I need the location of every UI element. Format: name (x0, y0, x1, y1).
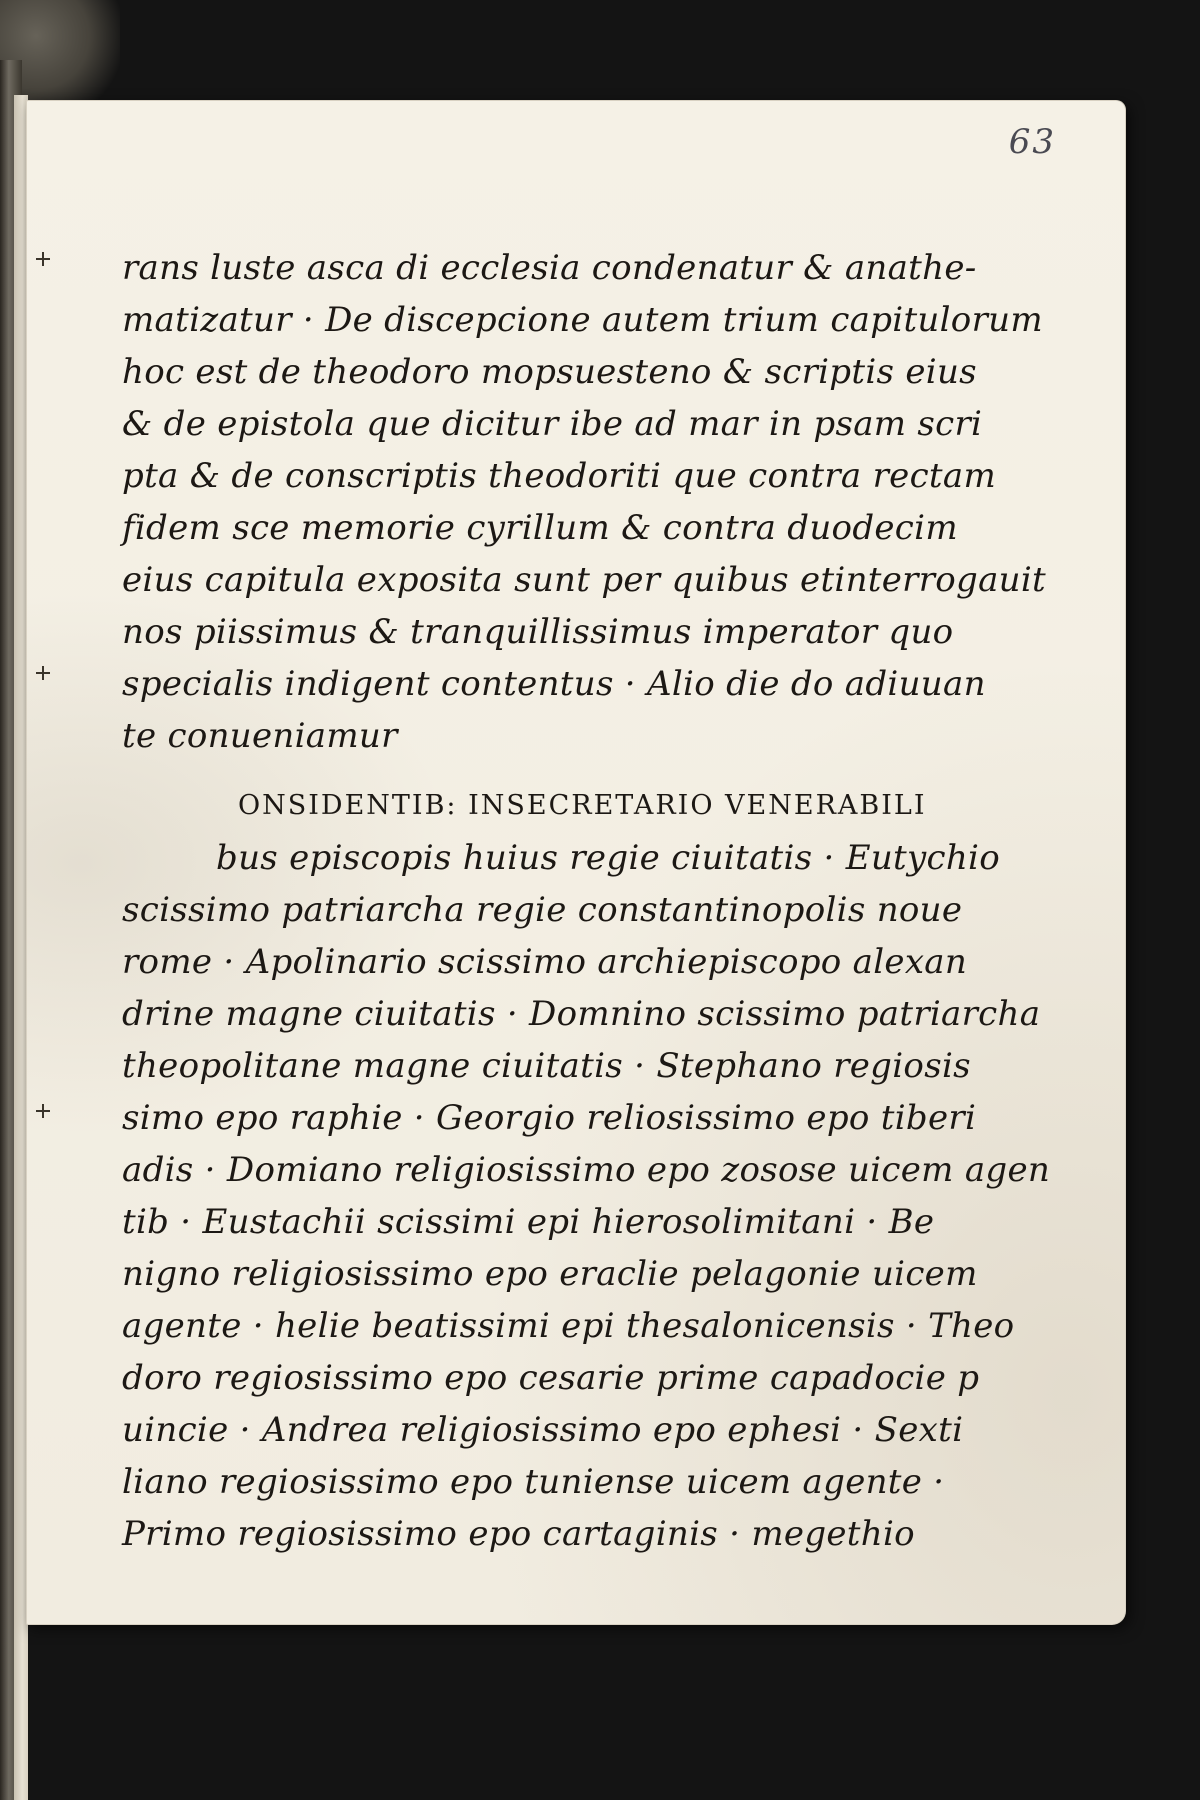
text-line: doro regiosissimo epo cesarie prime capadocie p (122, 1358, 980, 1398)
text-line: rans luste asca di ecclesia condenatur & anathe- (122, 248, 977, 288)
text-section-1 (122, 242, 1047, 762)
text-line: eius capitula exposita sunt per quibus etinterrogauit (122, 560, 1047, 600)
text-line: tib · Eustachii scissimi epi hierosolimitani · Be (122, 1202, 935, 1242)
ruling-mark (42, 666, 44, 680)
text-line: & de epistola que dicitur ibe ad mar in psam scri (122, 404, 983, 444)
text-section-2 (122, 780, 1051, 1560)
text-line: rome · Apolinario scissimo archiepiscopo alexan (122, 942, 968, 982)
text-line: scissimo patriarcha regie constantinopolis noue (122, 890, 963, 930)
text-line: theopolitane magne ciuitatis · Stephano regiosis (122, 1046, 971, 1086)
text-line: Primo regiosissimo epo cartaginis · megethio (122, 1514, 915, 1554)
ruling-mark (42, 252, 44, 266)
text-line: specialis indigent contentus · Alio die do adiuuan (122, 664, 986, 704)
text-line: agente · helie beatissimi epi thesalonicensis · Theo (122, 1306, 1015, 1346)
text-line: hoc est de theodoro mopsuesteno & scriptis eius (122, 352, 977, 392)
text-line: nos piissimus & tranquillissimus imperator quo (122, 612, 954, 652)
text-line: pta & de conscriptis theodoriti que contra rectam (122, 456, 996, 496)
text-line: fidem sce memorie cyrillum & contra duodecim (122, 508, 958, 548)
text-line: liano regiosissimo epo tuniense uicem agente · (122, 1462, 945, 1502)
text-line: nigno religiosissimo epo eraclie pelagonie uicem (122, 1254, 978, 1294)
text-line: bus episcopis huius regie ciuitatis · Eutychio (216, 838, 1000, 878)
text-line: simo epo raphie · Georgio reliosissimo epo tiberi (122, 1098, 977, 1138)
text-line: drine magne ciuitatis · Domnino scissimo patriarcha (122, 994, 1041, 1034)
text-line: te conueniamur (122, 716, 398, 756)
text-line: adis · Domiano religiosissimo epo zosose uicem agen (122, 1150, 1051, 1190)
folio-number: 63 (1008, 122, 1056, 162)
text-line: uincie · Andrea religiosissimo epo ephesi · Sexti (122, 1410, 964, 1450)
text-line: matizatur · De discepcione autem trium capitulorum (122, 300, 1043, 340)
ruling-mark (42, 1104, 44, 1118)
section-heading: ONSIDENTIB: INSECRETARIO VENERABILI (238, 790, 927, 821)
manuscript-page (26, 100, 1126, 1625)
